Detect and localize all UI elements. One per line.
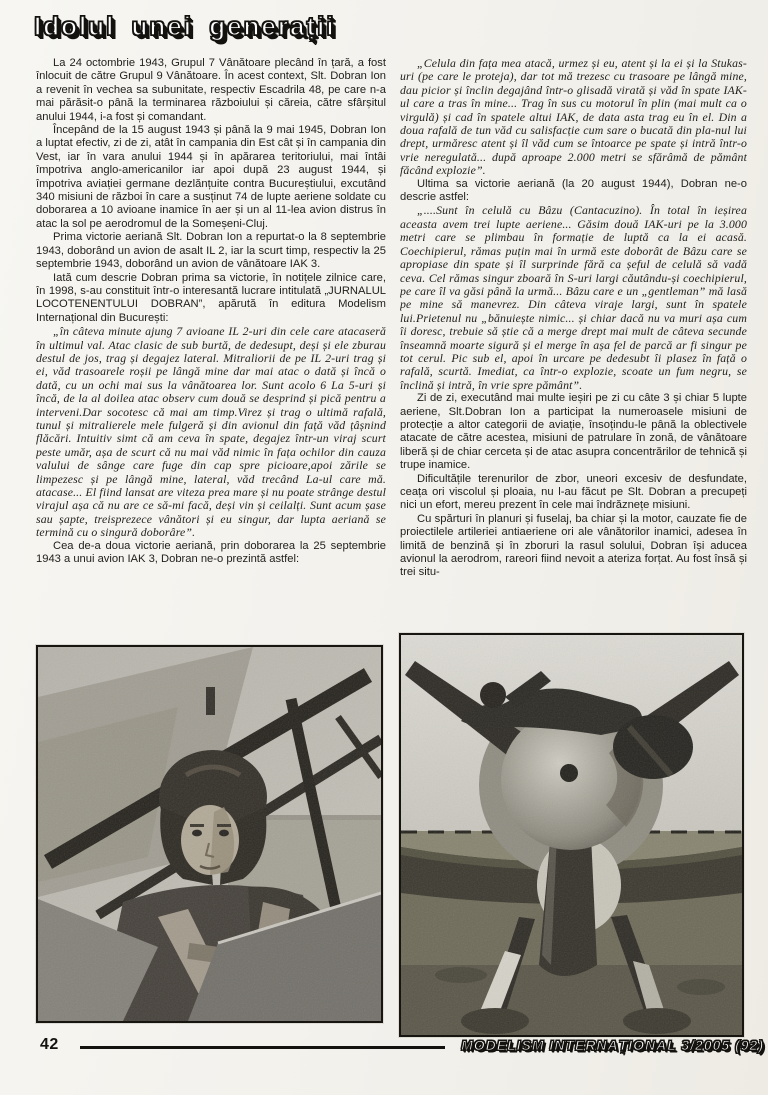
paragraph: Ultima sa victorie aeriană (la 20 august 1944), Dobran ne-o descrie astfel: [400,177,747,204]
footer-divider [80,1046,445,1049]
article-left-column [36,57,386,637]
pilot-cockpit-photo [36,645,383,1023]
page-number: 42 [40,1036,59,1053]
diary-quote: „Celula din fața mea atacă, urmez și eu, atent și la ei și la Stukas-uri (pe care le proteja), dar tot mă trezesc cu trasoare pe lângă mine, dau picior și înclin degajând într-o glisadă virată și văd în spate IAK-ul care a tras în mine... Trag în sus cu motorul în plin (mai mult ca o virgulă) și cad în spatele altui IAK, de data asta trag eu în el. Din a doua rafală de tun văd cu salisfacție cum sare o bucată din pla-nul lui drept, urmăresc atent și îl văd cum se întoarce pe spate și intră într-o vrie neregulată... după aproape 2.000 metri se sfărâmă de pământ făcând explozie”. [400,57,747,178]
paragraph: Cea de-a doua victorie aeriană, prin doborarea la 25 septembrie 1943 a unui avion IAK 3, Dobran ne-o prezintă astfel: [36,539,386,566]
page-title: Idolul unei generații [34,11,336,41]
paragraph: Prima victorie aeriană Slt. Dobran Ion a repurtat-o la 8 septembrie 1943, doborând un avion de asalt IL 2, iar la scurt timp, respectiv la 25 septembrie 1943, doborând un avion de vânătoare IAK 3. [36,231,386,271]
magazine-title: MODELISM INTERNAȚIONAL 3/2005 (92) [461,1037,764,1053]
diary-quote: „în câteva minute ajung 7 avioane IL 2-uri din cele care atacaseră în ultimul val. Atac clasic de sub burtă, de dedesupt, deși și ele zburau destul de jos, trag și degajez lateral. Mitraliorii de pe IL 2-uri trag și ei, văd trasoarele roșii pe lângă mine dar mai atac o dată și încă o dată, cu un ochi mai sus la vânătoarea lor. Sunt acolo 6 La 5-uri și încă, de la al doilea atac observ cum două se desprind și pică pentru a interveni.Dar socotesc că mai am timp.Virez și trag o ultimă rafală, tunul și mitralierele mele fulgeră și din avionul din față văd țâșnind flăcări. Intuitiv simt că am ceva în spate, degajez într-un viraj scurt peste umăr, așa de scurt că nu mai văd nimic în fața ochilor din cauza valului de sânge care fuge din cap spre picioare,apoi zările se limpezesc și pe lângă mine, lateral, văd trecând La-ul care mă. atacase... El fiind lansat are viteza prea mare și nu poate strânge destul virajul așa că nu are ce să-mi facă, deși vin și ceilalți. Sunt acum șase sau șapte, treisprezece vânători și eu singur, dar lupta aeriană se termină cu o singură doborâre”. [36,324,386,540]
fighter-front-illustration [401,635,742,1035]
fighter-front-photo [399,633,744,1037]
diary-quote: „....Sunt în celulă cu Bâzu (Cantacuzino). În total în ieșirea aceasta avem trei lupte aeriene... Găsim două IAK-uri pe la 3.000 metri care se plimbau în formație de luptă ca la ei acasă. Coechipierul, rămas puțin mai în urmă este doborât de Bâzu care se apropiase din spate și îl surprinde fără ca șeful de celulă să vadă ceva. Cel rămas singur zboară în S-uri largi căutându-și coechipierul, pe care îl va găsi până la urmă... Bâzu care e un „gentleman” mă lasă pe mine să manevrez. Din câteva viraje largi, sunt în spatele lui.Prietenul nu „bănuiește nimic... și chiar dacă nu va muri așa cum îi doresc, trebuie să știe că a merge drept mai mult de câteva secunde înseamnă moarte sigură și el merge în așa fel de parcă ar fi singur pe tot cerul. Pic sub el, apoi în urcare pe dedesubt îi plasez în față o rafală, scurtă. Imediat, ca într-o explozie, scoate un fum negru, se înclină și intră, în vrie spre pământ”. [400,203,747,392]
paragraph: Iată cum descrie Dobran prima sa victorie, în notițele zilnice care, în 1998, s-au constituit într-o interesantă lucrare intitulată „JURNALUL LOCOTENENTULUI DOBRAN”, apărută în editura Modelism Internațional din București: [36,271,386,324]
paragraph: La 24 octombrie 1943, Grupul 7 Vânătoare plecând în țară, a fost înlocuit de către Grupul 9 Vânătoare. În acest context, Slt. Dobran Ion a revenit în vechea sa subunitate, respectiv Escadrila 48, pe care n-a mai părăsit-o până la terminarea războiului și căreia, către sfârșitul anului 1944, i-a fost și comandant. [36,57,386,123]
paragraph: Zi de zi, executând mai multe ieșiri pe zi cu câte 3 și chiar 5 lupte aeriene, Slt.Dobran Ion a participat la numeroasele misiuni de protecție a altor categorii de aviație, însoțindu-le până la oblectivele atacate de către acestea, misiuni de patrulare în zonă, de vânătoare liberă și de chiar cerceta și de atac asupra concentrărilor de tehnică și trupe inamice. [400,392,747,472]
paragraph: Cu spărturi în planuri și fuselaj, ba chiar și la motor, cauzate fie de proiectilele artileriei antiaeriene ori ale vânătorilor inamici, adesea în limită de benzină și în zboruri la rasul solului, Dobran își aducea avionul la aerodrom, rareori fiind nevoit a ateriza forțat. Au fost însă și trei situ- [400,512,747,579]
paragraph: Dificultățile terenurilor de zbor, uneori excesiv de desfundate, ceața ori viscolul și ploaia, nu l-au făcut pe Slt. Dobran a precupeți nici un efort, mereu prezent în cele mai îndrăznețe misiuni. [400,472,747,512]
paragraph: Începând de la 15 august 1943 și până la 9 mai 1945, Dobran Ion a luptat efectiv, zi de zi, atât în campania din Est cât și în campania din Vest, iar în vara anului 1944 și în apărarea teritoriului, mai întâi împotriva anglo-americanilor iar apoi după 23 august 1944, și împotriva aviației germane dezlănțuite contra Bucureștiului, excutând 340 misiuni de război în care a susținut 74 de lupte aeriene soldate cu doborarea a 10 avioane inamice în aer și un al 11-lea avion distrus în atac la sol pe aerodromul de la Someșeni-Cluj. [36,124,386,230]
article-right-column [400,57,747,627]
pilot-cockpit-illustration [38,647,381,1021]
